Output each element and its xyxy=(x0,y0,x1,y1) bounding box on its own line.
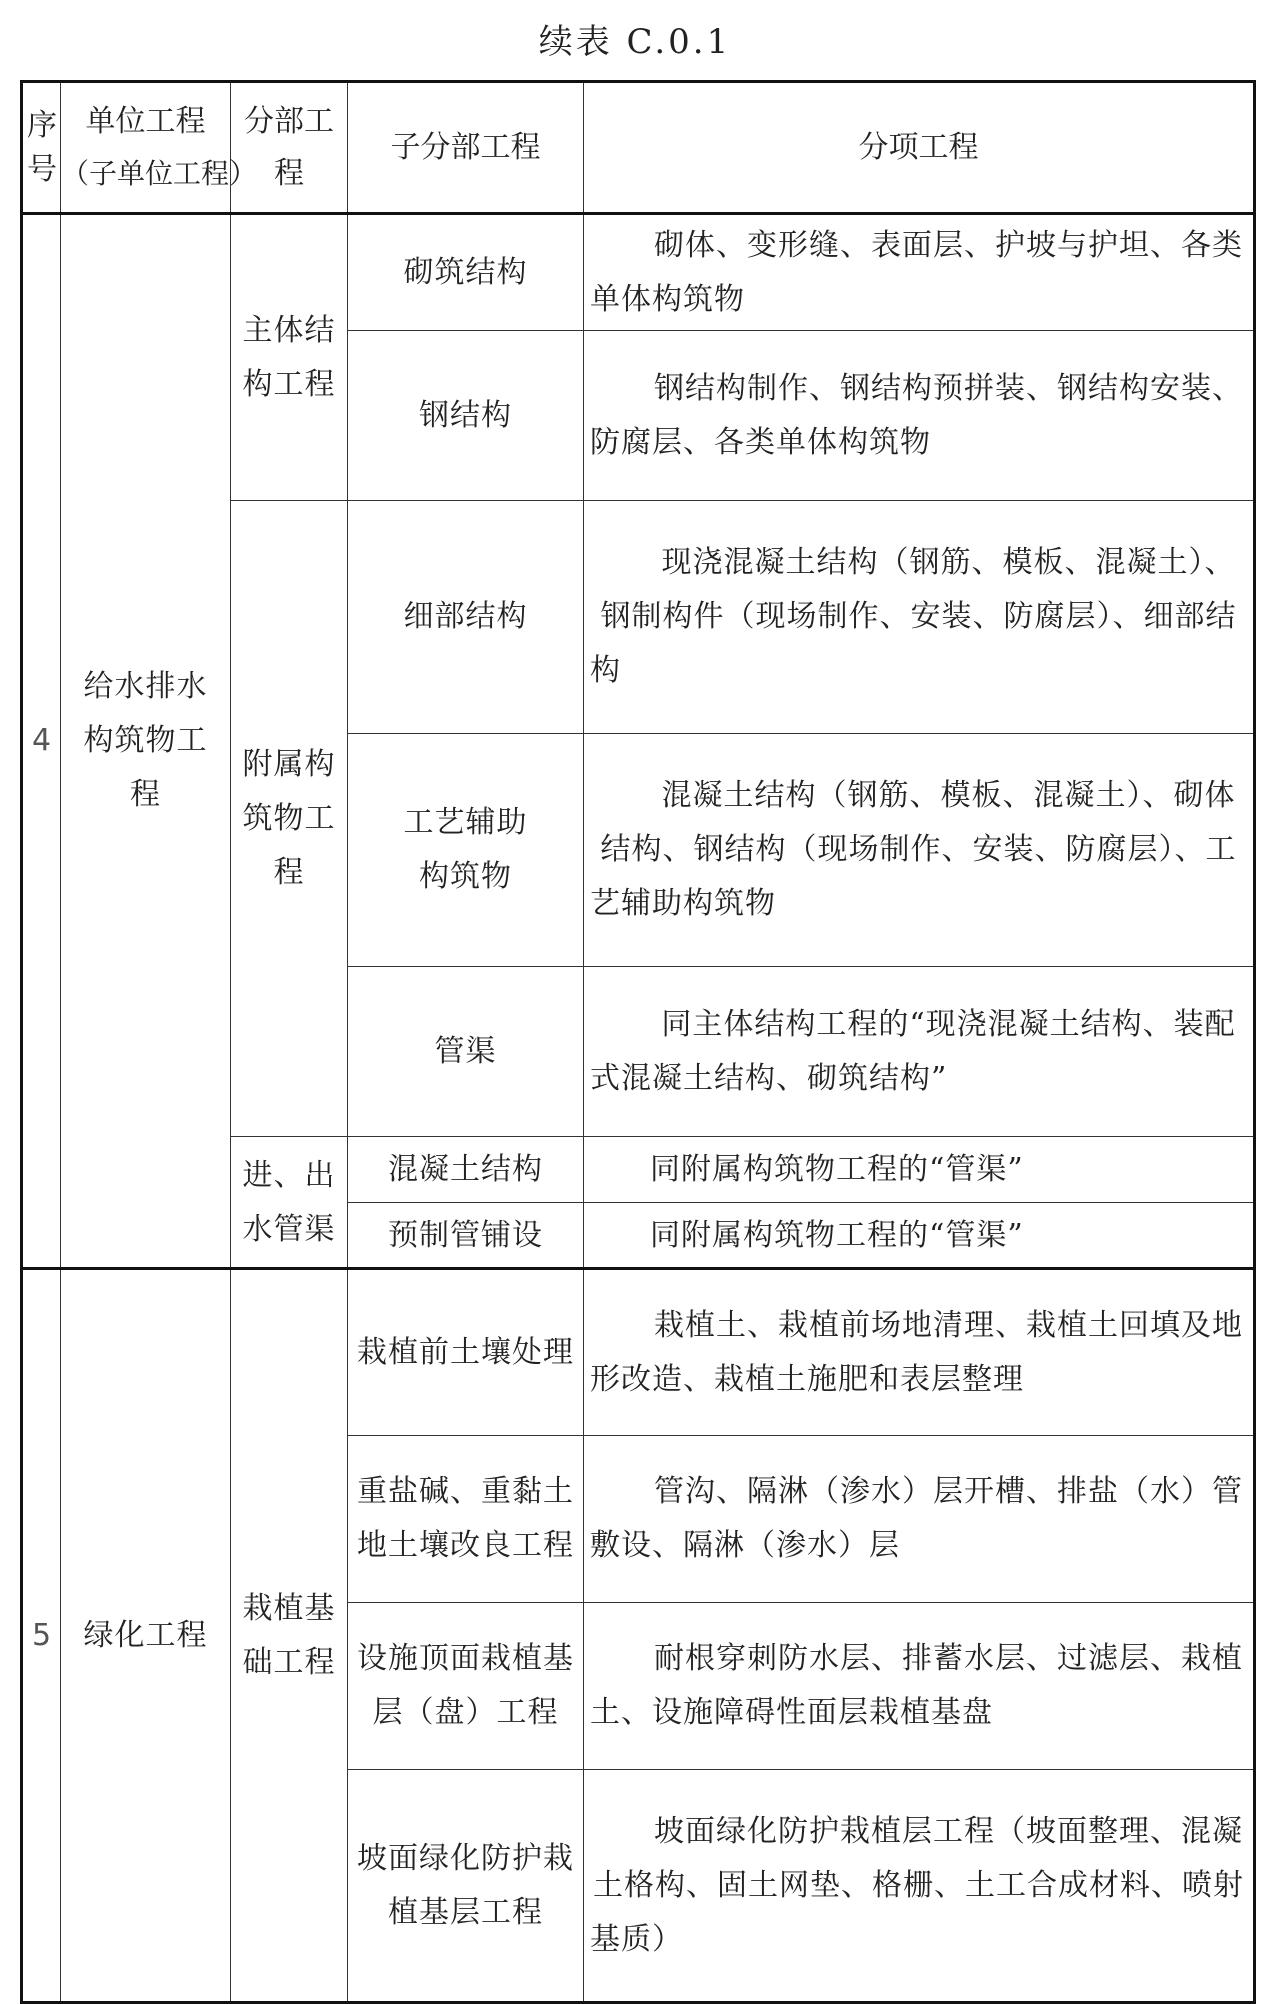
unit-project: 给水排水构筑物工程 xyxy=(61,214,231,1269)
unit-project: 绿化工程 xyxy=(61,1269,231,2003)
division-project: 栽植基础工程 xyxy=(231,1269,348,2003)
item-project: 同附属构筑物工程的“管渠” xyxy=(584,1203,1255,1269)
item-project: 栽植土、栽植前场地清理、栽植土回填及地形改造、栽植土施肥和表层整理 xyxy=(584,1269,1255,1436)
table-row xyxy=(22,1269,1255,1436)
section-number: 4 xyxy=(22,214,61,1269)
subdivision-project: 栽植前土壤处理 xyxy=(348,1269,584,1436)
item-project: 管沟、隔淋（渗水）层开槽、排盐（水）管敷设、隔淋（渗水）层 xyxy=(584,1436,1255,1603)
subdivision-project: 坡面绿化防护栽植基层工程 xyxy=(348,1770,584,2003)
subdivision-project: 设施顶面栽植基层（盘）工程 xyxy=(348,1603,584,1770)
section-number: 5 xyxy=(22,1269,61,2003)
division-project: 附属构筑物工程 xyxy=(231,501,348,1137)
subdivision-project: 细部结构 xyxy=(348,501,584,734)
item-project: 耐根穿刺防水层、排蓄水层、过滤层、栽植土、设施障碍性面层栽植基盘 xyxy=(584,1603,1255,1770)
division-project: 进、出水管渠 xyxy=(231,1137,348,1269)
item-project: 现浇混凝土结构（钢筋、模板、混凝土）、钢制构件（现场制作、安装、防腐层）、细部结构 xyxy=(584,501,1255,734)
header-no: 序号 xyxy=(22,82,61,214)
header-division: 分部工程 xyxy=(231,82,348,214)
division-project: 主体结构工程 xyxy=(231,214,348,501)
subdivision-project: 工艺辅助构筑物 xyxy=(348,734,584,967)
header-subdivision: 子分部工程 xyxy=(348,82,584,214)
subdivision-project: 预制管铺设 xyxy=(348,1203,584,1269)
item-project: 同主体结构工程的“现浇混凝土结构、装配式混凝土结构、砌筑结构” xyxy=(584,967,1255,1137)
item-project: 砌体、变形缝、表面层、护坡与护坦、各类单体构筑物 xyxy=(584,214,1255,331)
item-project: 同附属构筑物工程的“管渠” xyxy=(584,1137,1255,1203)
subdivision-project: 管渠 xyxy=(348,967,584,1137)
header-unit-line2: （子单位工程） xyxy=(61,156,258,190)
subdivision-project: 砌筑结构 xyxy=(348,214,584,331)
item-project: 坡面绿化防护栽植层工程（坡面整理、混凝土格构、固土网垫、格栅、土工合成材料、喷射基质） xyxy=(584,1770,1255,2003)
header-unit-line1: 单位工程 xyxy=(85,103,206,139)
header-unit xyxy=(61,82,258,214)
subdivision-project: 重盐碱、重黏土地土壤改良工程 xyxy=(348,1436,584,1603)
header-row xyxy=(22,82,1255,214)
table-row xyxy=(22,214,1255,331)
item-project: 钢结构制作、钢结构预拼装、钢结构安装、防腐层、各类单体构筑物 xyxy=(584,331,1255,501)
construction-division-table xyxy=(20,80,1256,2004)
table-title: 续表 C.0.1 xyxy=(538,22,732,62)
subdivision-project: 钢结构 xyxy=(348,331,584,501)
subdivision-project: 混凝土结构 xyxy=(348,1137,584,1203)
header-item: 分项工程 xyxy=(584,82,1255,214)
item-project: 混凝土结构（钢筋、模板、混凝土）、砌体结构、钢结构（现场制作、安装、防腐层）、工艺辅助构筑物 xyxy=(584,734,1255,967)
